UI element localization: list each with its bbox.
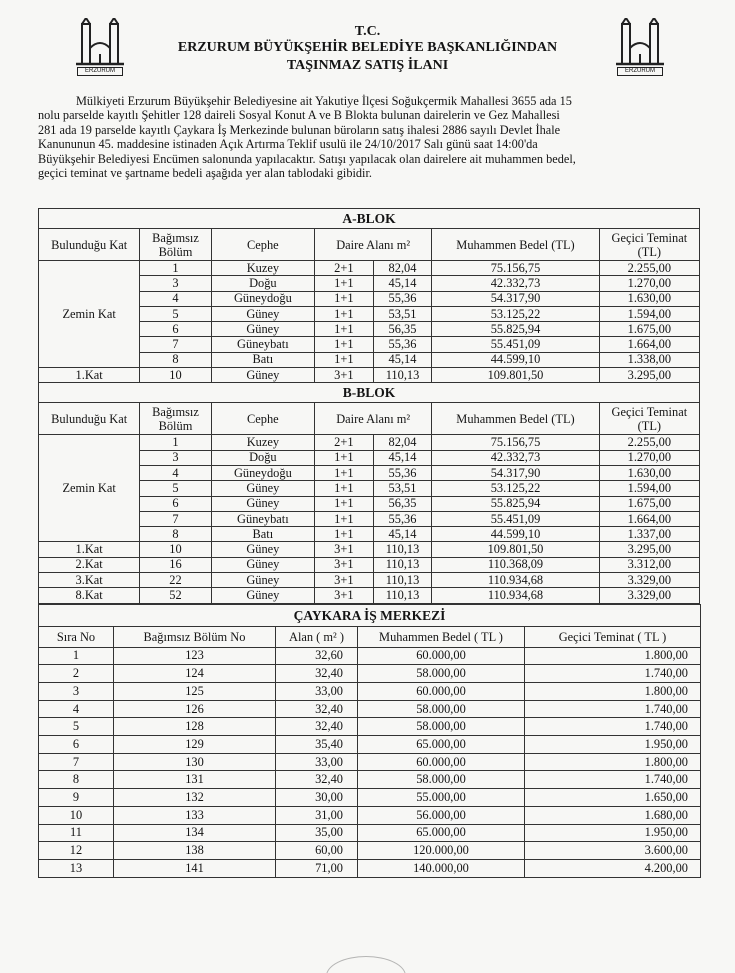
table-row	[39, 573, 700, 588]
floor-cell: Zemin Kat	[39, 435, 140, 542]
area-cell: 30,00	[276, 789, 358, 807]
intro-line: Mülkiyeti Erzurum Büyükşehir Belediyesine ait Yakutiye İlçesi Soğukçermik Mahallesi 3655 ada 15	[76, 94, 572, 108]
table-row	[39, 842, 701, 860]
deposit-cell: 1.650,00	[525, 789, 701, 807]
facade-cell: Güney	[211, 306, 314, 321]
area-cell: 71,00	[276, 859, 358, 877]
table-row	[39, 647, 701, 665]
header-line-tc: T.C.	[354, 24, 381, 39]
price-cell: 110.934,68	[432, 588, 599, 603]
area-cell: 110,13	[373, 588, 432, 603]
area-cell: 32,40	[276, 771, 358, 789]
order-cell: 3	[39, 683, 114, 701]
order-cell: 13	[39, 859, 114, 877]
table-row	[39, 435, 700, 450]
deposit-cell: 1.594,00	[599, 306, 699, 321]
price-cell: 55.825,94	[432, 496, 599, 511]
facade-cell: Kuzey	[211, 435, 314, 450]
unit-cell: 52	[140, 588, 211, 603]
area-cell: 45,14	[373, 450, 432, 465]
price-cell: 140.000,00	[358, 859, 525, 877]
unit-cell: 128	[114, 718, 276, 736]
facade-cell: Güneybatı	[211, 337, 314, 352]
unit-cell: 133	[114, 806, 276, 824]
facade-cell: Batı	[211, 527, 314, 542]
deposit-cell: 3.329,00	[599, 588, 699, 603]
table-row	[39, 736, 701, 754]
price-cell: 65.000,00	[358, 824, 525, 842]
room-type-cell: 1+1	[315, 527, 374, 542]
unit-cell: 125	[114, 683, 276, 701]
table-row	[39, 789, 701, 807]
facade-cell: Kuzey	[211, 261, 314, 276]
col-header-teminat: Geçici Teminat (TL)	[599, 403, 699, 435]
deposit-cell: 3.295,00	[599, 542, 699, 557]
unit-cell: 3	[140, 276, 211, 291]
facade-cell: Doğu	[211, 450, 314, 465]
deposit-cell: 1.800,00	[525, 683, 701, 701]
facade-cell: Güneybatı	[211, 511, 314, 526]
col-header-teminat: Geçici Teminat (TL)	[599, 229, 699, 261]
deposit-cell: 1.664,00	[599, 337, 699, 352]
price-cell: 56.000,00	[358, 806, 525, 824]
room-type-cell: 1+1	[315, 450, 374, 465]
deposit-cell: 1.270,00	[599, 450, 699, 465]
order-cell: 4	[39, 700, 114, 718]
unit-cell: 1	[140, 435, 211, 450]
price-cell: 58.000,00	[358, 718, 525, 736]
room-type-cell: 1+1	[315, 276, 374, 291]
intro-line: Büyükşehir Belediyesi Encümen salonunda yapılacaktır. Satışı yapılacak olan dairelere ait muhammen bedel,	[38, 151, 576, 166]
deposit-cell: 1.680,00	[525, 806, 701, 824]
table-row	[39, 771, 701, 789]
facade-cell: Batı	[211, 352, 314, 367]
deposit-cell: 1.675,00	[599, 496, 699, 511]
order-cell: 11	[39, 824, 114, 842]
area-cell: 55,36	[373, 511, 432, 526]
deposit-cell: 1.800,00	[525, 753, 701, 771]
unit-cell: 16	[140, 557, 211, 572]
area-cell: 56,35	[373, 322, 432, 337]
intro-line: 281 ada 19 parselde kayıtlı Çaykara İş Merkezinde bulunan büroların satış ihalesi 2886 sayılı Devlet İhale	[38, 122, 561, 137]
col-header-alan: Daire Alanı m²	[315, 403, 432, 435]
block-title-row	[39, 209, 700, 229]
deposit-cell: 1.950,00	[525, 824, 701, 842]
price-cell: 58.000,00	[358, 771, 525, 789]
deposit-cell: 3.329,00	[599, 573, 699, 588]
official-stamp	[326, 956, 406, 973]
order-cell: 9	[39, 789, 114, 807]
intro-line: nolu parselde kayıtlı Şehitler 128 daireli Sosyal Konut A ve B Blokta bulunan dairelerin ve Gez Mahallesi	[38, 108, 560, 123]
caykara-title: ÇAYKARA İŞ MERKEZİ	[39, 604, 701, 626]
block-title: B-BLOK	[39, 383, 700, 403]
area-cell: 60,00	[276, 842, 358, 860]
order-cell: 6	[39, 736, 114, 754]
unit-cell: 7	[140, 337, 211, 352]
col-header-cephe: Cephe	[211, 229, 314, 261]
table-row	[39, 683, 701, 701]
unit-cell: 4	[140, 291, 211, 306]
area-cell: 31,00	[276, 806, 358, 824]
floor-cell: 3.Kat	[39, 573, 140, 588]
deposit-cell: 3.600,00	[525, 842, 701, 860]
facade-cell: Güneydoğu	[211, 465, 314, 480]
area-cell: 45,14	[373, 527, 432, 542]
area-cell: 110,13	[373, 557, 432, 572]
unit-cell: 129	[114, 736, 276, 754]
area-cell: 35,00	[276, 824, 358, 842]
price-cell: 42.332,73	[432, 450, 599, 465]
price-cell: 110.934,68	[432, 573, 599, 588]
deposit-cell: 1.740,00	[525, 665, 701, 683]
order-cell: 8	[39, 771, 114, 789]
order-cell: 2	[39, 665, 114, 683]
price-cell: 110.368,09	[432, 557, 599, 572]
table-row	[39, 806, 701, 824]
price-cell: 54.317,90	[432, 465, 599, 480]
unit-cell: 10	[140, 368, 211, 383]
facade-cell: Güneydoğu	[211, 291, 314, 306]
deposit-cell: 1.338,00	[599, 352, 699, 367]
col-header-kat: Bulunduğu Kat	[39, 229, 140, 261]
unit-cell: 10	[140, 542, 211, 557]
facade-cell: Güney	[211, 481, 314, 496]
deposit-cell: 2.255,00	[599, 435, 699, 450]
caykara-table	[38, 604, 701, 878]
unit-cell: 126	[114, 700, 276, 718]
deposit-cell: 4.200,00	[525, 859, 701, 877]
deposit-cell: 2.255,00	[599, 261, 699, 276]
block-header-row	[39, 403, 700, 435]
intro-line: geçici teminat ve şartname bedeli aşağıda yer alan tablodaki gibidir.	[38, 166, 372, 181]
col-header-bolum: Bağımsız Bölüm No	[114, 626, 276, 647]
area-cell: 32,40	[276, 700, 358, 718]
page-title: TAŞINMAZ SATIŞ İLANI	[286, 58, 449, 73]
area-cell: 53,51	[373, 306, 432, 321]
block-header-row	[39, 229, 700, 261]
room-type-cell: 1+1	[315, 322, 374, 337]
deposit-cell: 1.740,00	[525, 700, 701, 718]
table-row	[39, 368, 700, 383]
floor-cell: 1.Kat	[39, 368, 140, 383]
area-cell: 53,51	[373, 481, 432, 496]
area-cell: 110,13	[373, 368, 432, 383]
area-cell: 56,35	[373, 496, 432, 511]
price-cell: 58.000,00	[358, 665, 525, 683]
room-type-cell: 2+1	[315, 435, 374, 450]
facade-cell: Güney	[211, 368, 314, 383]
col-header-kat: Bulunduğu Kat	[39, 403, 140, 435]
deposit-cell: 1.594,00	[599, 481, 699, 496]
block-title-row	[39, 383, 700, 403]
deposit-cell: 3.295,00	[599, 368, 699, 383]
table-row	[39, 542, 700, 557]
sale-tables	[38, 208, 700, 878]
unit-cell: 1	[140, 261, 211, 276]
floor-cell: Zemin Kat	[39, 261, 140, 368]
area-cell: 110,13	[373, 542, 432, 557]
area-cell: 55,36	[373, 465, 432, 480]
price-cell: 60.000,00	[358, 683, 525, 701]
col-header-bolum: Bağımsız Bölüm	[140, 403, 211, 435]
table-row	[39, 753, 701, 771]
price-cell: 55.451,09	[432, 337, 599, 352]
unit-cell: 5	[140, 306, 211, 321]
room-type-cell: 1+1	[315, 496, 374, 511]
area-cell: 32,60	[276, 647, 358, 665]
price-cell: 44.599,10	[432, 352, 599, 367]
area-cell: 55,36	[373, 337, 432, 352]
deposit-cell: 1.740,00	[525, 718, 701, 736]
deposit-cell: 1.740,00	[525, 771, 701, 789]
area-cell: 45,14	[373, 352, 432, 367]
table-row	[39, 824, 701, 842]
area-cell: 110,13	[373, 573, 432, 588]
table-row	[39, 700, 701, 718]
deposit-cell: 1.630,00	[599, 465, 699, 480]
price-cell: 60.000,00	[358, 647, 525, 665]
area-cell: 45,14	[373, 276, 432, 291]
price-cell: 53.125,22	[432, 306, 599, 321]
table-row	[39, 588, 700, 603]
facade-cell: Doğu	[211, 276, 314, 291]
caykara-header-row	[39, 626, 701, 647]
header	[0, 0, 735, 92]
area-cell: 33,00	[276, 683, 358, 701]
unit-cell: 131	[114, 771, 276, 789]
floor-cell: 8.Kat	[39, 588, 140, 603]
order-cell: 12	[39, 842, 114, 860]
unit-cell: 4	[140, 465, 211, 480]
col-header-alan: Alan ( m² )	[276, 626, 358, 647]
order-cell: 7	[39, 753, 114, 771]
room-type-cell: 1+1	[315, 511, 374, 526]
price-cell: 109.801,50	[432, 368, 599, 383]
col-header-sira: Sıra No	[39, 626, 114, 647]
price-cell: 60.000,00	[358, 753, 525, 771]
col-header-alan: Daire Alanı m²	[315, 229, 432, 261]
room-type-cell: 3+1	[315, 368, 374, 383]
blocks-table	[38, 208, 700, 604]
col-header-cephe: Cephe	[211, 403, 314, 435]
room-type-cell: 1+1	[315, 465, 374, 480]
order-cell: 10	[39, 806, 114, 824]
unit-cell: 5	[140, 481, 211, 496]
price-cell: 109.801,50	[432, 542, 599, 557]
unit-cell: 8	[140, 527, 211, 542]
facade-cell: Güney	[211, 573, 314, 588]
deposit-cell: 1.270,00	[599, 276, 699, 291]
area-cell: 32,40	[276, 665, 358, 683]
intro-line: Kanununun 45. maddesine istinaden Açık Artırma Teklif usulü ile 24/10/2017 Salı günü saat 14:00'da	[38, 137, 538, 152]
room-type-cell: 1+1	[315, 481, 374, 496]
facade-cell: Güney	[211, 557, 314, 572]
table-row	[39, 665, 701, 683]
price-cell: 55.000,00	[358, 789, 525, 807]
area-cell: 32,40	[276, 718, 358, 736]
area-cell: 82,04	[373, 261, 432, 276]
deposit-cell: 1.950,00	[525, 736, 701, 754]
price-cell: 75.156,75	[432, 261, 599, 276]
order-cell: 5	[39, 718, 114, 736]
floor-cell: 2.Kat	[39, 557, 140, 572]
facade-cell: Güney	[211, 322, 314, 337]
deposit-cell: 1.664,00	[599, 511, 699, 526]
order-cell: 1	[39, 647, 114, 665]
unit-cell: 141	[114, 859, 276, 877]
area-cell: 55,36	[373, 291, 432, 306]
intro-paragraph	[38, 94, 688, 180]
logo-caption-right: ERZURUM	[617, 67, 663, 76]
deposit-cell: 3.312,00	[599, 557, 699, 572]
price-cell: 55.451,09	[432, 511, 599, 526]
deposit-cell: 1.800,00	[525, 647, 701, 665]
col-header-teminat: Geçici Teminat ( TL )	[525, 626, 701, 647]
room-type-cell: 1+1	[315, 306, 374, 321]
price-cell: 75.156,75	[432, 435, 599, 450]
price-cell: 120.000,00	[358, 842, 525, 860]
header-line-municipality: ERZURUM BÜYÜKŞEHİR BELEDİYE BAŞKANLIĞINDAN	[177, 40, 558, 55]
room-type-cell: 1+1	[315, 291, 374, 306]
unit-cell: 22	[140, 573, 211, 588]
unit-cell: 8	[140, 352, 211, 367]
block-title: A-BLOK	[39, 209, 700, 229]
price-cell: 55.825,94	[432, 322, 599, 337]
unit-cell: 134	[114, 824, 276, 842]
room-type-cell: 3+1	[315, 542, 374, 557]
floor-cell: 1.Kat	[39, 542, 140, 557]
room-type-cell: 1+1	[315, 352, 374, 367]
table-row	[39, 718, 701, 736]
room-type-cell: 3+1	[315, 557, 374, 572]
facade-cell: Güney	[211, 496, 314, 511]
deposit-cell: 1.675,00	[599, 322, 699, 337]
col-header-bedel: Muhammen Bedel (TL)	[432, 403, 599, 435]
room-type-cell: 3+1	[315, 573, 374, 588]
unit-cell: 123	[114, 647, 276, 665]
col-header-bolum: Bağımsız Bölüm	[140, 229, 211, 261]
area-cell: 35,40	[276, 736, 358, 754]
unit-cell: 138	[114, 842, 276, 860]
deposit-cell: 1.630,00	[599, 291, 699, 306]
unit-cell: 6	[140, 496, 211, 511]
deposit-cell: 1.337,00	[599, 527, 699, 542]
unit-cell: 7	[140, 511, 211, 526]
facade-cell: Güney	[211, 542, 314, 557]
price-cell: 53.125,22	[432, 481, 599, 496]
area-cell: 33,00	[276, 753, 358, 771]
col-header-bedel: Muhammen Bedel ( TL )	[358, 626, 525, 647]
unit-cell: 130	[114, 753, 276, 771]
price-cell: 65.000,00	[358, 736, 525, 754]
price-cell: 54.317,90	[432, 291, 599, 306]
table-row	[39, 557, 700, 572]
facade-cell: Güney	[211, 588, 314, 603]
unit-cell: 124	[114, 665, 276, 683]
table-row	[39, 261, 700, 276]
room-type-cell: 2+1	[315, 261, 374, 276]
price-cell: 42.332,73	[432, 276, 599, 291]
price-cell: 44.599,10	[432, 527, 599, 542]
logo-caption-left: ERZURUM	[77, 67, 123, 76]
table-row	[39, 859, 701, 877]
room-type-cell: 1+1	[315, 337, 374, 352]
area-cell: 82,04	[373, 435, 432, 450]
unit-cell: 132	[114, 789, 276, 807]
unit-cell: 6	[140, 322, 211, 337]
caykara-title-row	[39, 604, 701, 626]
price-cell: 58.000,00	[358, 700, 525, 718]
room-type-cell: 3+1	[315, 588, 374, 603]
col-header-bedel: Muhammen Bedel (TL)	[432, 229, 599, 261]
unit-cell: 3	[140, 450, 211, 465]
